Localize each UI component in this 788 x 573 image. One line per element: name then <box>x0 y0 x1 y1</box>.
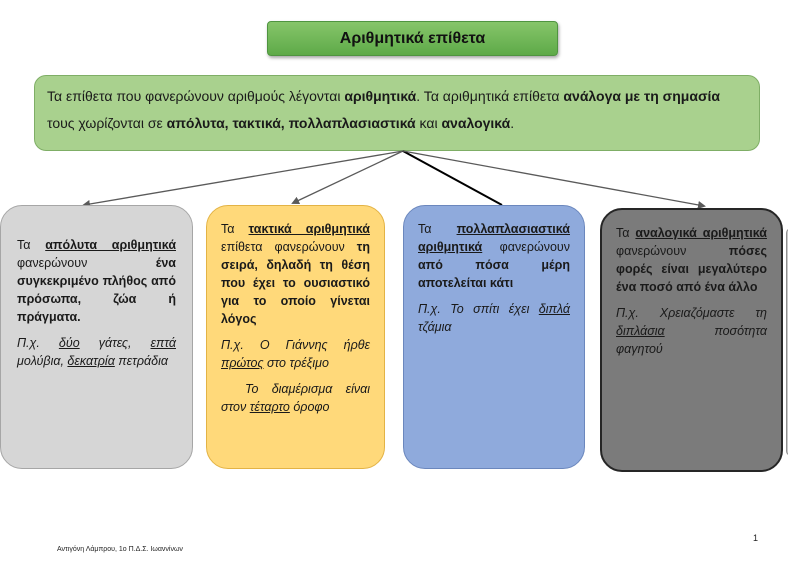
card-apolyta-example: Π.χ. δύο γάτες, επτά μολύβια, δεκατρία πετράδια <box>17 336 176 368</box>
card-apolyta-definition: Τα απόλυτα αριθμητικά φανερώνουν ένα συγκεκριμένο πλήθος από πρόσωπα, ζώα ή πράγματα. <box>17 238 176 324</box>
intro-term-arithmetika: αριθμητικά <box>344 88 417 104</box>
intro-term-analoga: ανάλογα με τη σημασία <box>563 88 721 104</box>
card-taktika-example-1: Π.χ. Ο Γιάννης ήρθε πρώτος στο τρέξιμο <box>221 338 370 370</box>
intro-text: Τα επίθετα που φανερώνουν αριθμούς λέγονται <box>47 88 345 104</box>
card-pollaplasiastika-definition: Τα πολλαπλασιαστικά αριθμητικά φανερώνουν από πόσα μέρη αποτελείται κάτι <box>418 222 570 290</box>
card-analogika-meaning: πόσες φορές είναι μεγαλύτερο ένα ποσό από ένα άλλο <box>616 244 767 294</box>
card-pollaplasiastika <box>403 205 585 469</box>
intro-term-analogika: αναλογικά <box>441 115 511 131</box>
card-taktika <box>206 205 385 469</box>
card-taktika-term: τακτικά αριθμητικά <box>248 222 370 236</box>
card-analogika-example: Π.χ. Χρειαζόμαστε τη διπλάσια ποσότητα φαγητού <box>616 306 767 356</box>
card-pollaplasiastika-term: πολλαπλασιαστικά αριθμητικά <box>418 222 570 254</box>
card-apolyta <box>0 205 193 469</box>
intro-text: τους χωρίζονται σε <box>47 115 167 131</box>
intro-text: και <box>415 115 442 131</box>
card-taktika-example-2: Το διαμέρισμα είναι στον τέταρτο όροφο <box>221 382 370 414</box>
card-pollaplasiastika-example: Π.χ. Το σπίτι έχει διπλά τζάμια <box>418 302 570 334</box>
card-pollaplasiastika-meaning: από πόσα μέρη αποτελείται κάτι <box>418 258 570 290</box>
arrow-to-analogika <box>403 151 704 206</box>
card-apolyta-term: απόλυτα αριθμητικά <box>45 238 176 252</box>
arrow-to-taktika <box>293 151 403 203</box>
intro-text: . Τα αριθμητικά επίθετα <box>416 88 564 104</box>
card-taktika-definition: Τα τακτικά αριθμητικά επίθετα φανερώνουν τη σειρά, δηλαδή τη θέση που έχει το ουσιαστικό για το οποίο γίνεται λόγος <box>221 222 370 326</box>
footer-author: Αντιγόνη Λάμπρου, 1ο Π.Δ.Σ. Ιωαννίνων <box>57 546 183 553</box>
card-analogika-term: αναλογικά αριθμητικά <box>635 226 767 240</box>
page-number: 1 <box>753 533 759 543</box>
card-analogika <box>600 208 783 472</box>
page-title: Αριθμητικά επίθετα <box>267 21 558 56</box>
card-apolyta-meaning: ένα συγκεκριμένο πλήθος από πρόσωπα, ζώα ή πράγματα. <box>17 256 176 324</box>
intro-text: . <box>510 115 515 131</box>
intro-term-categories: απόλυτα, τακτικά, πολλαπλασιαστικά <box>166 115 416 131</box>
line-to-pollaplasiastika <box>403 151 502 205</box>
card-analogika-definition: Τα αναλογικά αριθμητικά φανερώνουν πόσες φορές είναι μεγαλύτερο ένα ποσό από ένα άλλο <box>616 226 767 294</box>
arrow-to-apolyta <box>84 151 403 205</box>
card-taktika-meaning: τη σειρά, δηλαδή τη θέση που έχει το ουσιαστικό για το οποίο γίνεται λόγος <box>221 240 370 326</box>
